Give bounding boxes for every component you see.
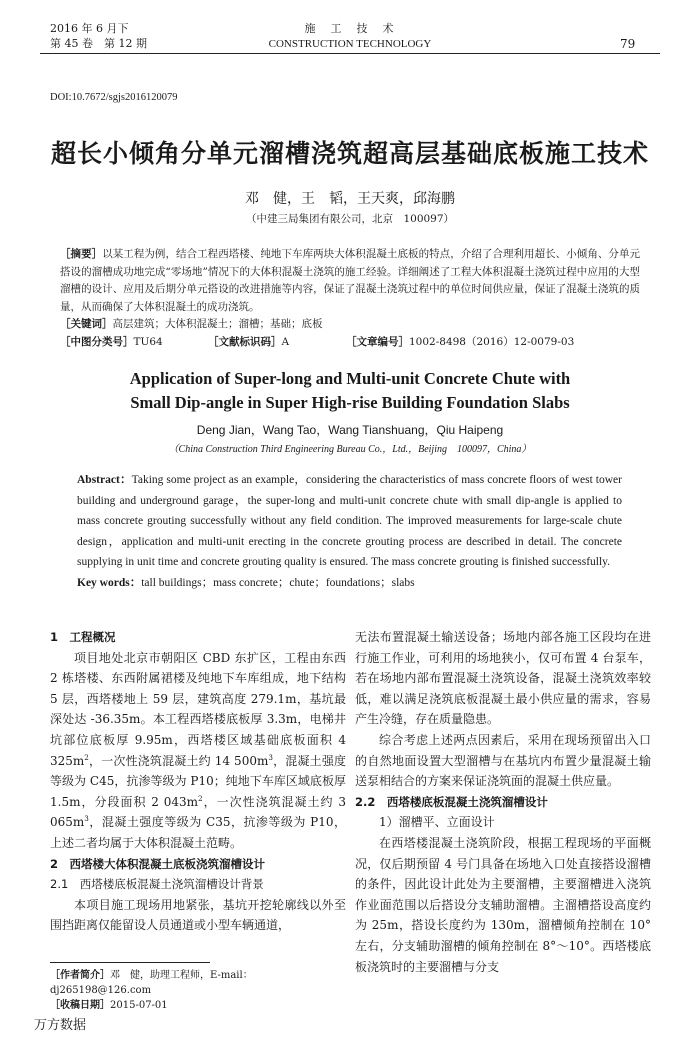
affiliation-en: （China Construction Third Engineering Bureau Co.，Ltd.，Beijing 100097，China）: [168, 444, 532, 455]
page-number: 79: [620, 37, 636, 51]
author-bio-label: ［作者简介］: [50, 970, 110, 981]
doc-code-value: A: [281, 335, 290, 348]
right-paragraph-1: 无法布置混凝土输送设备；场地内部各施工区段均在进行施工作业，可利用的场地狭小，仅可布置 4 台泵车，若在场地内部布置混凝土浇筑设备，混凝土浇筑效率较低，难以满足浇筑底板混凝土最小供应量的需求，容易产生冷缝，存在质量隐患。: [355, 630, 651, 727]
section-1-text-d: ，一次性浇筑混凝土约 3 065m: [50, 794, 347, 830]
section-2-1-heading: 2.1 西塔楼底板混凝土浇筑溜槽设计背景: [50, 877, 264, 892]
classification-line: [60, 334, 640, 352]
section-1-heading: 1 工程概况: [50, 630, 116, 644]
authors-en: Deng Jian，Wang Tao，Wang Tianshuang，Qiu Haipeng: [196, 423, 504, 437]
title-en: [40, 367, 660, 415]
section-1-text-c: ，混凝土强度等级为 C45，抗渗等级为 P10；纯地下车库区域底板厚 1.5m，分段面积 2 043m: [50, 753, 346, 809]
affiliation-cn: （中建三局集团有限公司，北京 100097）: [245, 213, 455, 225]
abstract-cn-body: [60, 246, 640, 316]
keywords-cn-label: ［关键词］: [60, 318, 113, 330]
article-no-value: 1002-8498（2016）12-0079-03: [409, 335, 575, 348]
abstract-cn-label: ［摘要］: [60, 248, 103, 260]
section-2-heading: 2 西塔楼大体积混凝土底板浇筑溜槽设计: [50, 856, 265, 871]
article-no-block: [346, 336, 574, 348]
superscript-square: 2: [84, 752, 89, 762]
article-no-label: ［文章编号］: [346, 335, 409, 348]
title-en-line-1: Application of Super-long and Multi-unit Concrete Chute with: [129, 369, 571, 388]
received-label: ［收稿日期］: [50, 1000, 110, 1011]
authors-cn: 邓 健，王 韬，王天爽，邱海鹏: [245, 191, 455, 207]
issue-date: 2016 年 6 月下: [50, 22, 129, 35]
footnote-rule: [50, 962, 210, 963]
section-2-2-heading: 2.2 西塔楼底板混凝土浇筑溜槽设计: [355, 794, 548, 809]
section-2-1-paragraph: 本项目施工现场用地紧张，基坑开挖轮廓线以外至围挡距离仅能留设人员通道或小型车辆通道，: [50, 897, 346, 933]
subsection-heading: 1）溜槽平、立面设计: [379, 815, 495, 830]
section-1-text-e: ，混凝土强度等级为 C35，抗渗等级为 P10，上述二者均属于大体积混凝土范畴。: [50, 815, 346, 850]
superscript-square: 2: [198, 793, 203, 803]
journal-name-cn: 施 工 技 术: [304, 22, 396, 35]
title-cn: 超长小倾角分单元溜槽浇筑超高层基础底板施工技术: [50, 139, 649, 168]
abstract-en-text: Taking some project as an example，considering the characteristics of mass concrete floors of west tower building and underground garage，the super-long and multi-unit concrete chute with small dip-angle is applied to mass concrete grouting successfully without any field condition. The improved measurements for large-scale chute design，application and multi-unit erecting in the concrete grouting process are described in detail. The concrete supplying in unit time and concrete grouting quality is ensured. The mass concrete grouting is finished successfully.: [77, 474, 622, 568]
superscript-cube: 3: [268, 752, 273, 762]
received-value: 2015-07-01: [110, 1000, 168, 1011]
section-1-paragraph: [50, 648, 346, 854]
clc-block: [60, 334, 208, 352]
right-paragraph-3: 在西塔楼混凝土浇筑阶段，根据工程现场的平面概况，仅后期预留 4 号门具备在场地入口处直接搭设溜槽的条件，因此设计此处为主要溜槽，主要溜槽进入浇筑作业面范围以后搭设分支辅助溜槽。主溜槽搭设高度约为 25m，搭设长度约为 130m，溜槽倾角控制在 10°左右，分支辅助溜槽的倾角控制在 8°～10°。西塔楼底板浇筑时的主要溜槽与分支: [355, 835, 651, 974]
keywords-en-label: Key words：: [77, 576, 142, 589]
clc-value: TU64: [133, 335, 163, 348]
abstract-cn-text: 以某工程为例，结合工程西塔楼、纯地下车库两块大体积混凝土底板的特点，介绍了合理利用超长、小倾角、分单元搭设的溜槽成功地完成“零场地”情况下的大体积混凝土浇筑的施工经验。详细阐述了工程大体积混凝土浇筑过程中应用的大型溜槽的设计、应用及后期分单元搭设的改进措施等内容，保证了混凝土浇筑过程中的单位时间供应量，保证了混凝土浇筑的质量，从而确保了大体积混凝土的成功浇筑。: [60, 248, 640, 313]
journal-name-en: CONSTRUCTION TECHNOLOGY: [268, 38, 432, 50]
keywords-cn: [60, 316, 640, 334]
keywords-en-text: tall buildings；mass concrete；chute；foundations；slabs: [141, 576, 415, 589]
header-rule: [40, 53, 660, 54]
abstract-en: [77, 470, 622, 593]
abstract-en-body: [77, 470, 622, 573]
superscript-cube: 3: [84, 814, 89, 824]
title-en-line-2: Small Dip-angle in Super High-rise Building Foundation Slabs: [130, 393, 570, 412]
abstract-cn: [60, 246, 640, 351]
right-paragraph-2: 综合考虑上述两点因素后，采用在现场预留出入口的自然地面设置大型溜槽与在基坑内布置少量混凝土输送泵相结合的方案来保证浇筑面的混凝土供应量。: [355, 732, 651, 789]
body-column-left: [50, 627, 346, 936]
author-bio: [50, 968, 346, 998]
section-1-text-a: 项目地处北京市朝阳区 CBD 东扩区，工程由东西 2 栋塔楼、东西附属裙楼及纯地下车库组成，地下结构 5 层，西塔楼地上 59 层，建筑高度 279.1m，基坑最深处达 -36.35m。本工程西塔楼底板厚 3.3m，电梯井坑部位底板厚 9.95m，西塔楼区域基础底板面积 4 325m: [50, 650, 346, 768]
keywords-en: [77, 573, 622, 594]
section-1-text-b: ，一次性浇筑混凝土约 14 500m: [88, 753, 269, 768]
watermark: 万方数据: [34, 1018, 87, 1033]
body-column-right: [355, 627, 651, 977]
abstract-en-label: Abstract：: [77, 474, 132, 486]
received-date: [50, 998, 346, 1013]
keywords-cn-text: 高层建筑；大体积混凝土；溜槽；基础；底板: [112, 318, 323, 330]
volume-issue: 第 45 卷 第 12 期: [50, 37, 147, 50]
footnote: [50, 968, 346, 1013]
doi: DOI:10.7672/sgjs2016120079: [50, 92, 178, 103]
doc-code-label: ［文献标识码］: [208, 335, 282, 348]
author-bio-text: 邓 健，助理工程师，E-mail：dj265198@126.com: [50, 970, 253, 996]
doc-code-block: [208, 334, 346, 352]
clc-label: ［中图分类号］: [60, 335, 134, 348]
